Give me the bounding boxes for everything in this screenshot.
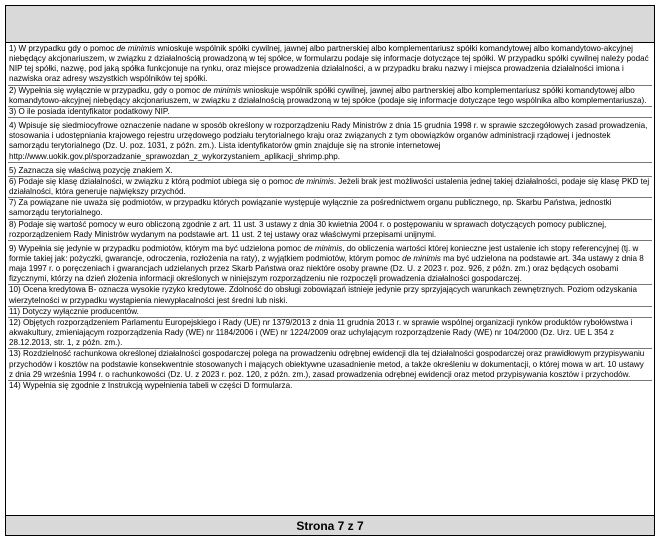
footnote-1 [8,44,652,86]
footnote-text: 14) Wypełnia się zgodnie z Instrukcją wypełnienia tabeli w części D formularza. [9,380,293,390]
footnote-text: , do obliczenia wartości której konieczne jest ustalenie ich stopy referencyjnej (tj. w formie takiej jak: pożyczki, gwarancje, odroczenia, rozłożenia na raty), z wyjątkiem podmiotów, którym pomoc [9,243,639,263]
footnote-3 [8,107,652,118]
footnote-11 [8,307,652,318]
footnote-italic-term: de minimis [303,243,343,253]
footnote-6 [8,177,652,198]
footnote-text: 11) Dotyczy wyłącznie producentów. [9,306,139,316]
footnote-13 [8,349,652,380]
footnote-text: wnioskuje wspólnik spółki cywilnej, jawnej albo partnerskiej albo komplementariusz spółki komandytowej albo komandytowo-akcyjnej niebędący akcjonariuszem, w związku z działalnością prowadzoną w tej spółce, w formularzu podaje się informacje dotyczące tej spółki. W przypadku spółki cywilnej należy podać NIP tej spółki, nazwę, pod jaką spółka funkcjonuje na rynku, oraz miejsce prowadzenia działalności, a w przypadku braku nazwy i miejsca prowadzenia działalności imiona i nazwiska oraz adresy wszystkich wspólników tej spółki. [9,44,649,84]
footnote-text: wnioskuje wspólnik spółki cywilnej, jawnej albo partnerskiej albo komplementariusz spółki komandytowej albo komandytowo-akcyjnej niebędący akcjonariuszem, w związku z działalnością prowadzoną w tej spółce (podaje się informacje dotyczące tego wspólnika albo komplementariusza). [9,85,647,105]
footnote-10 [8,285,652,306]
footnotes-list [8,44,652,391]
footnote-text: 4) Wpisuje się siedmiocyfrowe oznaczenie nadane w sposób określony w rozporządzeniu Rady Ministrów z dnia 15 grudnia 1998 r. w sprawie szczegółowych zasad prowadzenia, stosowania i udostępniania krajowego rejestru urzędowego podziału terytorialnego kraju oraz związanych z tym obowiązków organów administracji rządowej i jednostek samorządu terytorialnego (Dz. U. poz. 1031, z późn. zm.). Lista identyfikatorów gmin znajduje się na stronie internetowej http://www.uokik.gov.pl/sporzadzanie_sprawozdan_z_wykorzystaniem_aplikacji_shrimp.php. [9,121,648,161]
footnote-text: 6) Podaje się klasę działalności, w związku z którą podmiot ubiega się o pomoc [9,176,296,186]
footnote-text: . Jeżeli brak jest możliwości ustalenia jednej takiej działalności, podaje się klasę PKD tej działalności, która generuje największy przychód. [9,176,650,197]
footnote-text: 13) Rozdzielność rachunkowa określonej działalności gospodarczej polega na prowadzeniu odrębnej ewidencji dla tej działalności gospodarczej oraz prawidłowym przypisywaniu przychodów i kosztów na podstawie konsekwentnie stosowanych i mających obiektywne uzasadnienie metod, a także określeniu w dokumentacji, o której mowa w art. 10 ustawy z dnia 29 września 1994 r. o rachunkowości (Dz. U. z 2023 r. poz. 120, z późn. zm.), zasad prowadzenia odrębnej ewidencji oraz metod przypisywania kosztów i przychodów. [9,349,645,379]
footnote-text: 7) Za powiązane nie uważa się podmiotów, w przypadku których powiązanie występuje wyłącznie za pośrednictwem organu publicznego, np. Skarbu Państwa, jednostki samorządu terytorialnego. [9,198,612,218]
footnote-5 [8,166,652,177]
footnote-italic-term: de minimis [295,176,334,186]
footnote-8 [8,220,652,241]
footer-band [6,515,654,535]
footnote-text: 10) Ocena kredytowa B- oznacza wysokie ryzyko kredytowe. Zdolność do obsługi zobowiązań istnieje jedynie przy sprzyjających warunkach zewnętrznych. Poziom odzyskania wierzytelności w przypadku wystąpienia niewypłacalności jest średni lub niski. [9,285,638,305]
footnote-italic-term: de minimis [202,85,242,95]
footnote-text: 1) W przypadku gdy o pomoc [9,44,117,53]
footnote-text: ma być udzielona na podstawie art. 34a ustawy z dnia 8 maja 1997 r. o poręczeniach i gwarancjach udzielanych przez Skarb Państwa oraz niektóre osoby prawne (Dz. U. z 2023 r. poz. 926, z późn. zm.) oraz będących osobami fizycznymi, którzy na dzień złożenia informacji określonych w niniejszym rozporządzeniu nie rozpoczęli prowadzenia działalności gospodarczej. [9,253,644,284]
footnote-text: 2) Wypełnia się wyłącznie w przypadku, gdy o pomoc [9,85,203,95]
footnote-text: 9) Wypełnia się jedynie w przypadku podmiotów, którym ma być udzielona pomoc [9,243,304,253]
footnote-text: 12) Objętych rozporządzeniem Parlamentu Europejskiego i Rady (UE) nr 1379/2013 z dnia 11 grudnia 2013 r. w sprawie wspólnej organizacji rynków produktów rybołówstwa i akwakultury, zmieniającym rozporządzenia Rady (WE) nr 1184/2006 i (WE) nr 1224/2009 oraz uchylającym rozporządzenie Rady (WE) nr 104/2000 (Dz. Urz. UE L 354 z 28.12.2013, str. 1, z późn. zm.). [9,317,633,348]
page-number-label: Strona 7 z 7 [296,518,364,533]
footnote-2 [8,86,652,107]
footnote-text: 5) Zaznacza się właściwą pozycję znakiem X. [9,165,173,175]
footnote-text: 8) Podaje się wartość pomocy w euro obliczoną zgodnie z art. 11 ust. 3 ustawy z dnia 30 kwietnia 2004 r. o postępowaniu w sprawach dotyczących pomocy publicznej, rozporządzeniem Rady Ministrów wydanym na podstawie art. 11 ust. 2 tej ustawy oraz właściwymi przepisami unijnymi. [9,219,607,239]
header-band [6,6,654,43]
form-page [5,5,655,536]
footnote-text: 3) O ile posiada identyfikator podatkowy NIP. [9,106,170,116]
footnote-14 [8,381,652,391]
footnote-12 [8,318,652,349]
footnote-9 [8,244,652,286]
footnote-italic-term: de minimis [402,253,441,263]
footnote-4 [8,121,652,163]
footnote-italic-term: de minimis [116,44,156,53]
footnote-7 [8,198,652,219]
